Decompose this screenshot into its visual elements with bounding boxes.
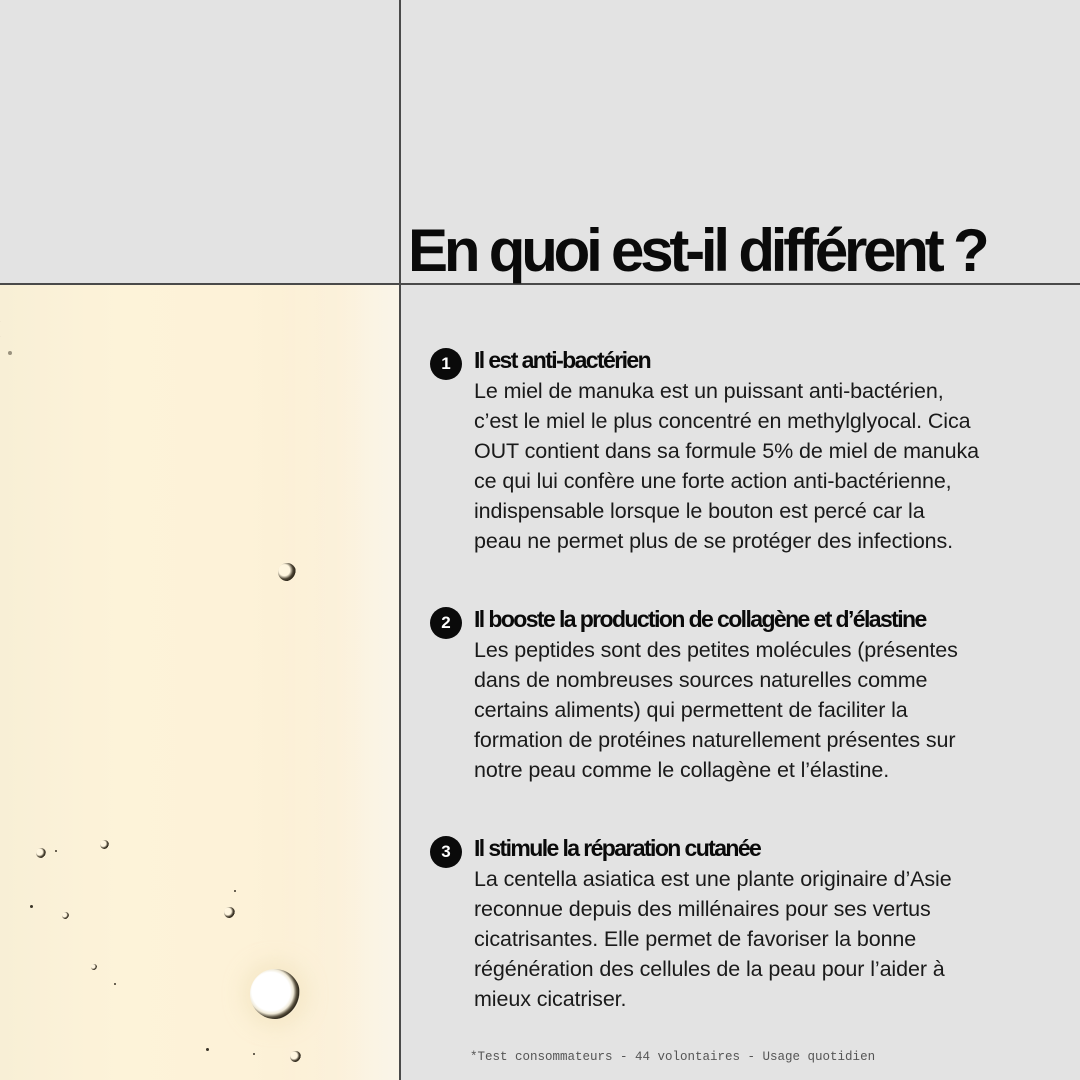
vertical-divider (399, 0, 401, 1080)
benefit-description (474, 376, 1074, 556)
bubble-icon (234, 890, 236, 892)
bubble-icon (62, 912, 69, 919)
bubble-icon (224, 907, 235, 918)
benefit-item-1 (430, 344, 1070, 556)
text-line: OUT contient dans sa formule 5% de miel de manuka (474, 439, 979, 463)
text-line: Le miel de manuka est un puissant anti-bactérien, (474, 379, 944, 403)
text-line: ce qui lui confère une forte action anti-bactérienne, (474, 469, 952, 493)
benefits-list (430, 344, 1070, 1014)
text-line: indispensable lorsque le bouton est percé car la (474, 499, 925, 523)
text-line: La centella asiatica est une plante originaire d’Asie (474, 867, 952, 891)
benefit-title: Il booste la production de collagène et d’élastine (474, 606, 926, 632)
text-line: formation de protéines naturellement présentes sur (474, 728, 956, 752)
benefit-description (474, 864, 1074, 1014)
benefit-description (474, 635, 1074, 785)
text-line: c’est le miel le plus concentré en methylglyocal. Cica (474, 409, 971, 433)
footnote: *Test consommateurs - 44 volontaires - Usage quotidien (470, 1050, 876, 1064)
number-badge-icon: 1 (430, 348, 462, 380)
text-line: peau ne permet plus de se protéger des infections. (474, 529, 954, 553)
top-left-panel (0, 0, 400, 284)
benefit-item-3 (430, 832, 1070, 1014)
page-title: En quoi est-il différent ? (408, 217, 986, 284)
bubble-icon (278, 563, 296, 581)
benefit-title: Il stimule la réparation cutanée (474, 835, 761, 861)
bubble-icon (0, 415, 6, 475)
text-line: régénération des cellules de la peau pour l’aider à (474, 957, 945, 981)
benefit-item-2 (430, 603, 1070, 785)
bubbles-texture-image (0, 285, 399, 1080)
text-line: certains aliments) qui permettent de faciliter la (474, 698, 908, 722)
text-line: mieux cicatriser. (474, 987, 627, 1011)
benefit-title: Il est anti-bactérien (474, 347, 651, 373)
large-bubble-icon (250, 969, 300, 1019)
text-line: reconnue depuis des millénaires pour ses vertus (474, 897, 931, 921)
bubble-icon (36, 848, 46, 858)
text-line: cicatrisantes. Elle permet de favoriser la bonne (474, 927, 917, 951)
number-badge-icon: 2 (430, 607, 462, 639)
light-glow (279, 285, 399, 1080)
bubble-icon (8, 351, 12, 355)
bubble-icon (206, 1048, 209, 1051)
text-line: dans de nombreuses sources naturelles comme (474, 668, 928, 692)
number-badge-icon: 3 (430, 836, 462, 868)
bubble-icon (290, 1051, 301, 1062)
bubble-icon (100, 840, 109, 849)
bubble-icon (114, 983, 116, 985)
bubble-icon (55, 850, 57, 852)
text-line: Les peptides sont des petites molécules (présentes (474, 638, 958, 662)
text-line: notre peau comme le collagène et l’élastine. (474, 758, 890, 782)
bubble-icon (253, 1053, 255, 1055)
bubble-icon (0, 321, 6, 337)
bubble-icon (30, 905, 33, 908)
bubble-icon (91, 964, 97, 970)
